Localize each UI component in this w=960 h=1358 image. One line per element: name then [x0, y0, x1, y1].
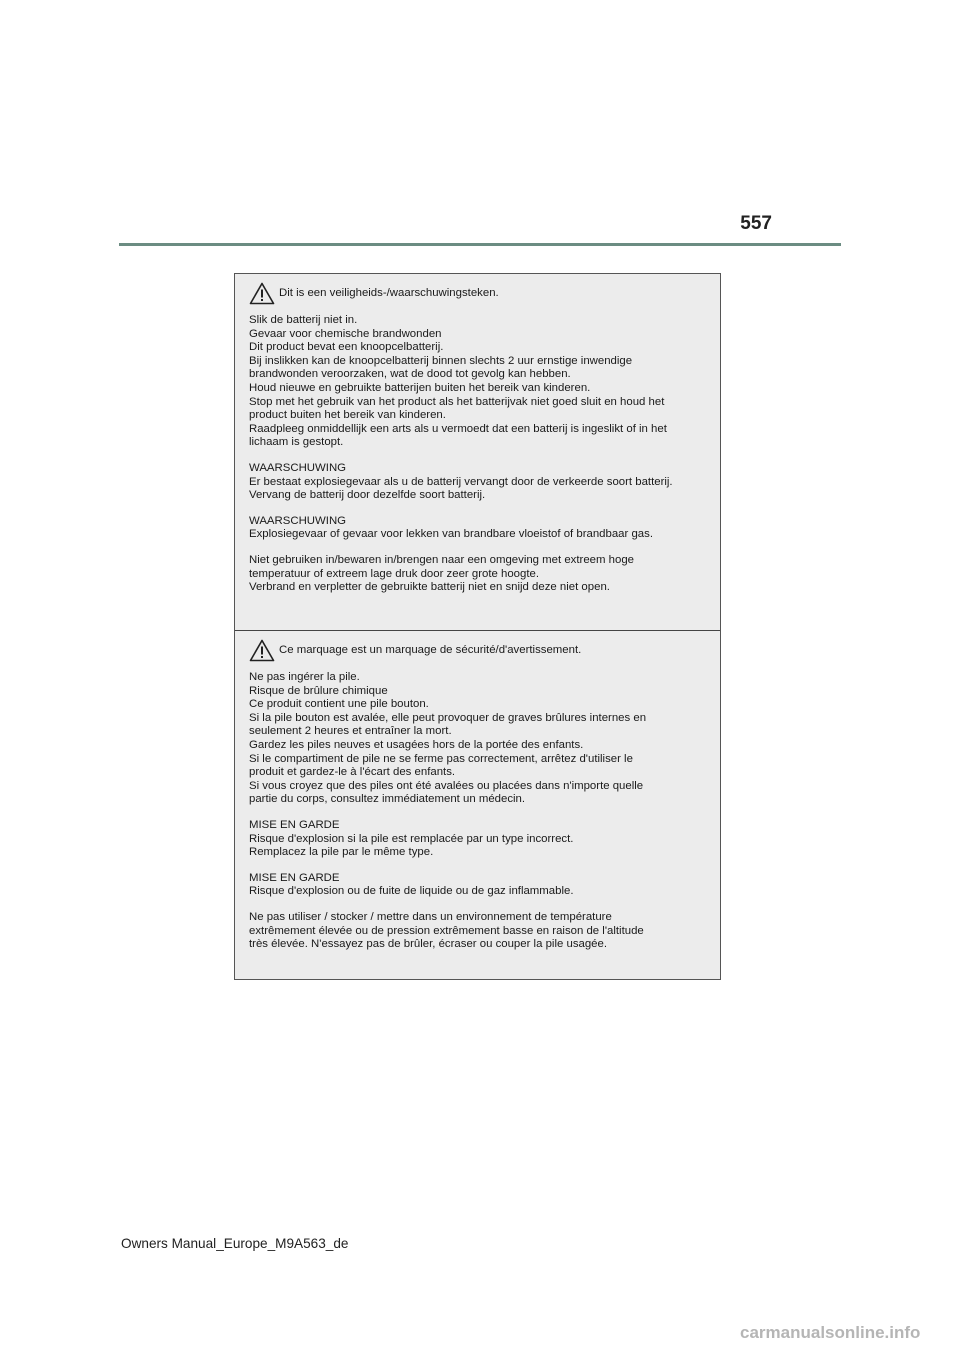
text-block	[249, 671, 710, 807]
label-section-french	[235, 630, 720, 979]
text-line: Stop met het gebruik van het product als het batterijvak niet goed sluit en houd het	[249, 395, 665, 408]
text-line: Remplacez la pile par le même type.	[249, 846, 434, 859]
text-line: Ce produit contient une pile bouton.	[249, 698, 429, 711]
text-block	[249, 515, 710, 542]
watermark: carmanualsonline.info	[740, 1323, 921, 1342]
heading-text: Ce marquage est un marquage de sécurité/d'avertissement.	[279, 644, 582, 656]
text-block	[249, 911, 710, 952]
text-line: WAARSCHUWING	[249, 461, 347, 474]
text-line: Bij inslikken kan de knoopcelbatterij binnen slechts 2 uur ernstige inwendige	[249, 354, 633, 367]
section-heading	[249, 278, 710, 308]
text-line: partie du corps, consultez immédiatement un médecin.	[249, 793, 526, 806]
warning-triangle-icon	[249, 282, 275, 305]
text-line: Verbrand en verpletter de gebruikte batterij niet en snijd deze niet open.	[249, 581, 610, 594]
page-number: 557	[740, 213, 772, 234]
text-line: Dit product bevat een knoopcelbatterij.	[249, 341, 444, 354]
heading-text: Dit is een veiligheids-/waarschuwingsteken.	[279, 287, 499, 299]
text-line: Gardez les piles neuves et usagées hors de la portée des enfants.	[249, 738, 584, 751]
text-line: Slik de batterij niet in.	[249, 314, 358, 326]
text-block	[249, 462, 710, 503]
label-section-dutch	[235, 274, 720, 629]
section-heading	[249, 635, 710, 665]
header-rule	[119, 243, 841, 246]
text-line: Houd nieuwe en gebruikte batterijen buiten het bereik van kinderen.	[249, 381, 591, 394]
text-line: Ne pas utiliser / stocker / mettre dans un environnement de température	[249, 910, 612, 923]
text-line: brandwonden veroorzaken, wat de dood tot gevolg kan hebben.	[249, 368, 571, 381]
text-block	[249, 554, 710, 595]
text-line: Risque d'explosion ou de fuite de liquide ou de gaz inflammable.	[249, 885, 574, 898]
text-line: Vervang de batterij door dezelfde soort batterij.	[249, 489, 486, 502]
text-line: Explosiegevaar of gevaar voor lekken van brandbare vloeistof of brandbaar gas.	[249, 528, 653, 541]
text-line: Si vous croyez que des piles ont été avalées ou placées dans n'importe quelle	[249, 779, 644, 792]
text-line: temperatuur of extreem lage druk door zeer grote hoogte.	[249, 567, 539, 580]
text-line: Raadpleeg onmiddellijk een arts als u vermoedt dat een batterij is ingeslikt of in het	[249, 422, 667, 435]
text-line: MISE EN GARDE	[249, 818, 340, 831]
footer-manual-id: Owners Manual_Europe_M9A563_de	[121, 1236, 349, 1251]
text-line: Gevaar voor chemische brandwonden	[249, 327, 442, 340]
text-line: lichaam is gestopt.	[249, 436, 344, 449]
text-line: product buiten het bereik van kinderen.	[249, 409, 446, 422]
text-line: produit et gardez-le à l'écart des enfants.	[249, 766, 456, 779]
text-line: WAARSCHUWING	[249, 514, 347, 527]
text-line: Risque d'explosion si la pile est remplacée par un type incorrect.	[249, 832, 574, 845]
text-blocks	[249, 314, 710, 595]
text-line: Niet gebruiken in/bewaren in/brengen naar een omgeving met extreem hoge	[249, 553, 634, 566]
text-line: Ne pas ingérer la pile.	[249, 671, 360, 683]
text-line: Si le compartiment de pile ne se ferme pas correctement, arrêtez d'utiliser le	[249, 752, 633, 765]
text-line: MISE EN GARDE	[249, 871, 340, 884]
text-line: extrêmement élevée ou de pression extrêmement basse en raison de l'altitude	[249, 924, 644, 937]
text-line: Risque de brûlure chimique	[249, 684, 388, 697]
text-line: seulement 2 heures et entraîner la mort.	[249, 725, 452, 738]
warning-triangle-icon	[249, 639, 275, 662]
text-block	[249, 872, 710, 899]
battery-warning-label	[234, 273, 721, 980]
text-block	[249, 819, 710, 860]
text-block	[249, 314, 710, 450]
text-line: très élevée. N'essayez pas de brûler, écraser ou couper la pile usagée.	[249, 938, 608, 951]
text-blocks	[249, 671, 710, 952]
text-line: Er bestaat explosiegevaar als u de batterij vervangt door de verkeerde soort batterij.	[249, 475, 673, 488]
text-line: Si la pile bouton est avalée, elle peut provoquer de graves brûlures internes en	[249, 711, 647, 724]
